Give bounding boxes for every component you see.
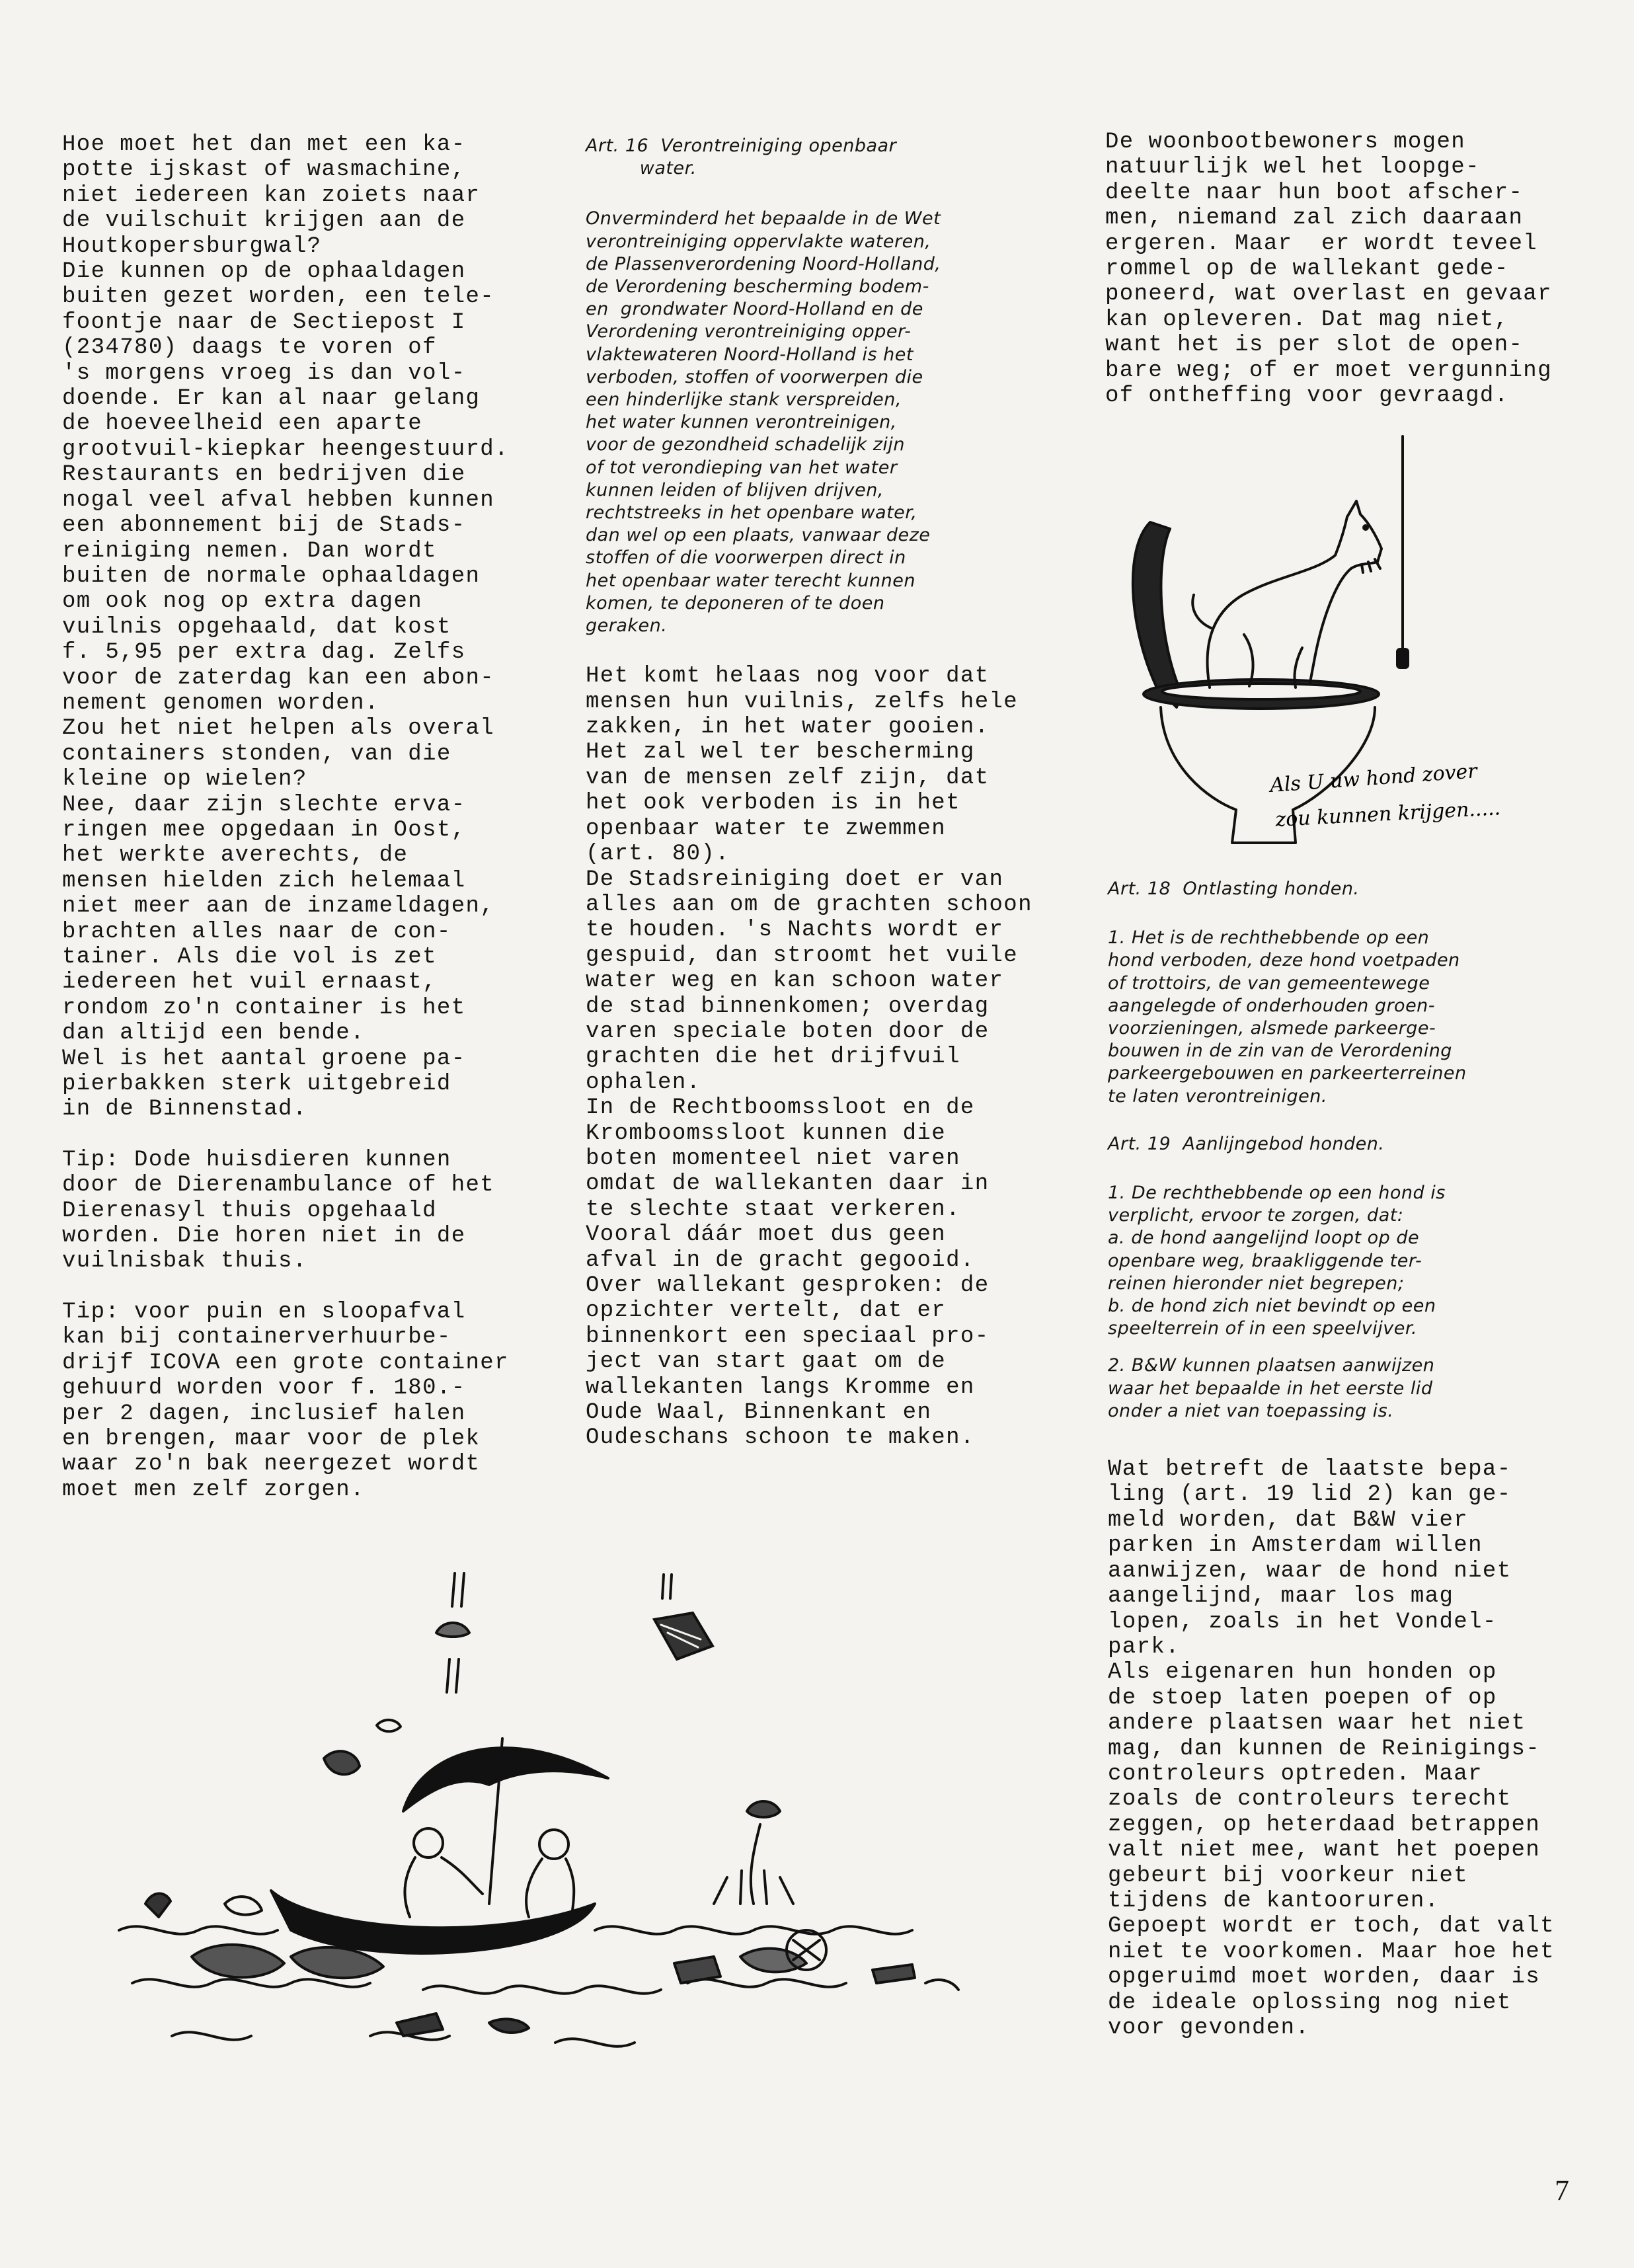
column-left [62,132,551,1503]
art16-title: Art. 16 Verontreiniging openbaar water. [586,136,897,179]
art19-title: Art. 19 Aanlijngebod honden. [1108,1133,1385,1154]
dog-caption-line-2: zou kunnen krijgen..... [1274,797,1501,832]
paragraph-canal-litter: Het komt helaas nog voor dat mensen hun vuilnis, zelfs hele zakken, in het water gooien. Het zal wel ter bescherming van de mensen zelf zijn, dat het ook verboden is in het openbaar water te zwemmen (art. 80). De Stadsreiniging doet er van alles aan om de grachten schoon te houden. 's Nachts wordt er gespuid, dan stroomt het vuile water weg en kan schoon water de stad binnenkomen; overdag varen speciale boten door de grachten die het drijfvuil ophalen. In de Rechtboomssloot en de Kromboomssloot kunnen die boten momenteel niet varen omdat de wallekanten daar in te slechte staat verkeren. Vooral dáár moet dus geen afval in de gracht gegooid. Over wallekant gesproken: de opzichter vertelt, dat er binnenkort een speciaal pro- ject van start gaat om de wallekanten langs Kromme en Oude Waal, Binnenkant en Oudeschans schoon te maken. [586,664,1032,1451]
page-number: 7 [1555,2174,1569,2207]
paragraph-dog-parks: Wat betreft de laatste bepa- ling (art. 19 lid 2) kan ge- meld worden, dat B&W vier parken in Amsterdam willen aanwijzen, waar de hond niet aangelijnd, maar los mag lopen, zoals in het Vondel- park. Als eigenaren hun honden op de stoep laten poepen of op andere plaatsen waar het niet mag, dan kunnen de Reinigings- controleurs optreden. Maar zoals de controleurs terecht zeggen, op heterdaad betrappen valt niet mee, want het poepen gebeurt bij voorkeur niet tijdens de kantooruren. Gepoept wordt er toch, dat valt niet te voorkomen. Maar hoe het opgeruimd moet worden, daar is de ideale oplossing nog niet voor gevonden. [1108,1457,1555,2041]
dog-caption-line-1: Als U uw hond zover [1269,760,1478,797]
umbrella-boat-illustration [93,1560,992,2076]
column-middle [586,135,1088,1451]
art19-body-2: 2. B&W kunnen plaatsen aanwijzen waar het bepaalde in het eerste lid onder a niet van toepassing is. [1108,1355,1435,1421]
paragraph-houseboats: De woonbootbewoners mogen natuurlijk wel het loopge- deelte naar hun boot afscher- men, niemand zal zich daaraan ergeren. Maar er wordt teveel rommel op de wallekant gede- poneerd, wat overlast en gevaar kan opleveren. Dat mag niet, want het is per slot de open- bare weg; of er moet vergunning of ontheffing voor gevraagd. [1105,130,1552,409]
art19-body-1: 1. De rechthebbende op een hond is verplicht, ervoor te zorgen, dat: a. de hond aangelijnd loopt op de openbare weg, braakliggende ter- reinen hieronder niet begrepen; b. de hond zich niet bevindt op een speelterrein of in een speelvijver. [1108,1183,1446,1339]
article-18-block [1108,878,1597,2041]
paragraph-bulky-waste: Hoe moet het dan met een ka- potte ijskast of wasmachine, niet iedereen kan zoiets naar de vuilschuit krijgen aan de Houtkopersburgwal? Die kunnen op de ophaaldagen buiten gezet worden, een tele- foontje naar de Sectiepost I (234780) daags te voren of 's morgens vroeg is dan vol- doende. Er kan al naar gelang de hoeveelheid een aparte grootvuil-kiepkar heengestuurd. Restaurants en bedrijven die nogal veel afval hebben kunnen een abonnement bij de Stads- reiniging nemen. Dan wordt buiten de normale ophaaldagen om ook nog op extra dagen vuilnis opgehaald, dat kost f. 5,95 per extra dag. Zelfs voor de zaterdag kan een abon- nement genomen worden. Zou het niet helpen als overal containers stonden, van die kleine op wielen? Nee, daar zijn slechte erva- ringen mee opgedaan in Oost, het werkte averechts, de mensen hielden zich helemaal niet meer aan de inzameldagen, brachten alles naar de con- tainer. Als die vol is zet iedereen het vuil ernaast, rondom zo'n container is het dan altijd een bende. Wel is het aantal groene pa- pierbakken sterk uitgebreid in de Binnenstad. [62,132,509,1122]
tip-dead-pets: Tip: Dode huisdieren kunnen door de Dierenambulance of het Dierenasyl thuis opgehaald worden. Die horen niet in de vuilnisbak thuis. [62,1147,495,1274]
art16-body: Onverminderd het bepaalde in de Wet verontreiniging oppervlakte wateren, de Plassenverordening Noord-Holland, de Verordening bescherming bodem- en grondwater Noord-Holland en de Verordening verontreiniging opper- vlaktewateren Noord-Holland is het verboden, stoffen of voorwerpen die een hinderlijke stank verspreiden, het water kunnen verontreinigen, voor de gezondheid schadelijk zijn of tot verondieping van het water kunnen leiden of blijven drijven, rechtstreeks in het openbare water, dan wel op een plaats, vanwaar deze stoffen of die voorwerpen direct in het openbaar water terecht kunnen komen, te deponeren of te doen geraken. [586,208,941,637]
tip-rubble-container: Tip: voor puin en sloopafval kan bij containerverhuurbe- drijf ICOVA een grote container gehuurd worden voor f. 180.- per 2 dagen, inclusief halen en brengen, maar voor de plek waar zo'n bak neergezet wordt moet men zelf zorgen. [62,1299,509,1503]
art18-title: Art. 18 Ontlasting honden. [1108,879,1360,899]
column-right [1105,130,1594,409]
art18-body: 1. Het is de rechthebbende op een hond verboden, deze hond voetpaden of trottoirs, de van gemeentewege aangelegde of onderhouden groen- voorzieningen, alsmede parkeerge- bouwen in de zin van de Verordening parkeergebouwen en parkeerterreinen te laten verontreinigen. [1108,927,1467,1107]
dog-on-toilet-illustration [1097,430,1619,853]
